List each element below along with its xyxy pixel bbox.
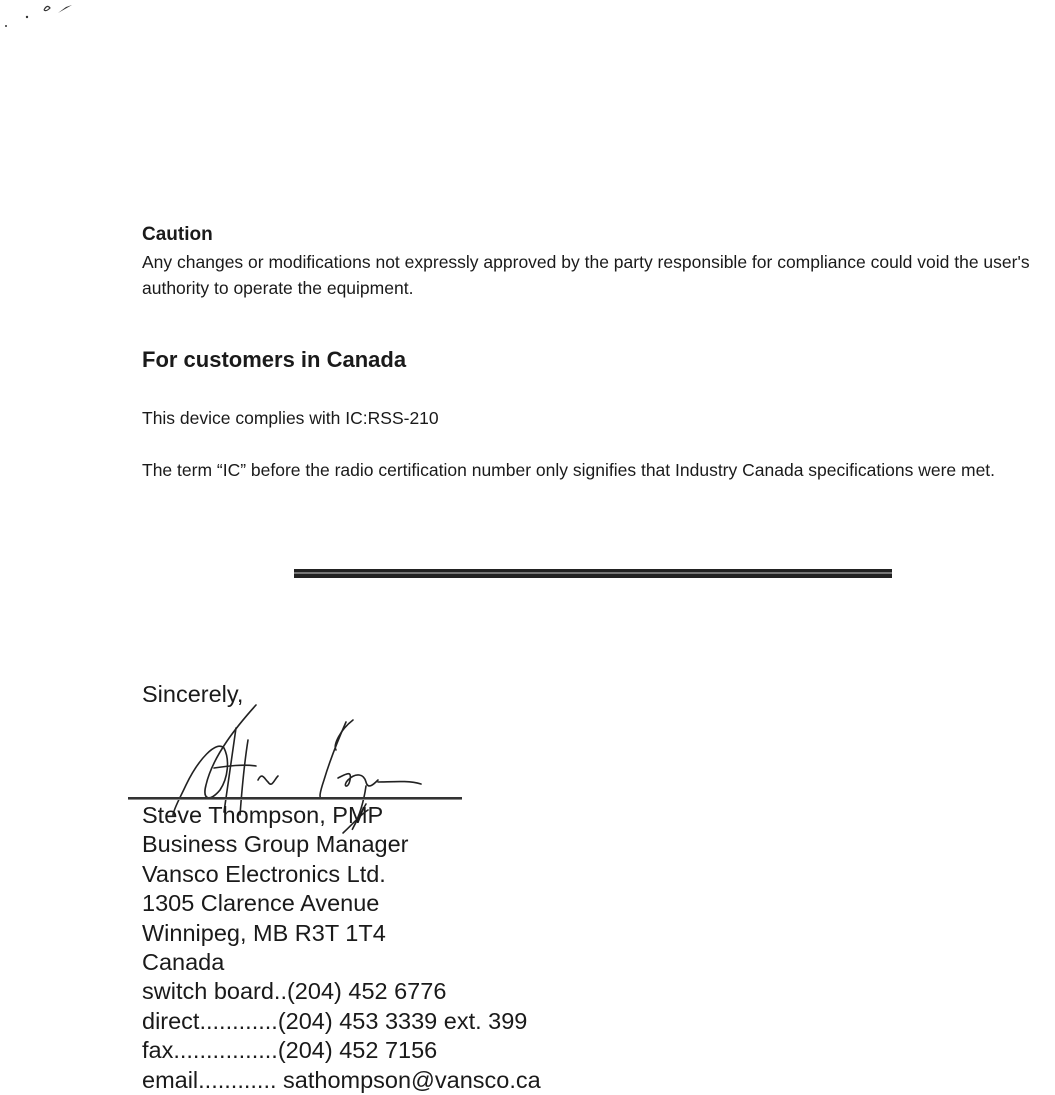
address-country: Canada: [142, 949, 225, 976]
address-line-1: 1305 Clarence Avenue: [142, 890, 380, 917]
canada-heading: For customers in Canada: [142, 347, 407, 372]
signature-line: [128, 797, 462, 800]
ic-term-note: The term “IC” before the radio certification number only signifies that Industry Canada specifications were met.: [142, 460, 996, 480]
caution-heading: Caution: [142, 224, 213, 245]
ic-compliance-statement: This device complies with IC:RSS-210: [142, 408, 439, 428]
signature-block: [142, 801, 541, 1095]
section-divider: [294, 569, 892, 578]
scan-speck-marks: [0, 0, 90, 30]
direct-phone: direct............(204) 453 3339 ext. 399: [142, 1007, 528, 1034]
company-name: Vansco Electronics Ltd.: [142, 860, 386, 887]
fax-number: fax................(204) 452 7156: [142, 1037, 438, 1064]
caution-paragraph: Any changes or modifications not expressly approved by the party responsible for compliance could void the user's authority to operate the equipment.: [142, 252, 1030, 298]
address-line-2: Winnipeg, MB R3T 1T4: [142, 919, 386, 946]
signer-title: Business Group Manager: [142, 831, 409, 858]
closing-salutation: Sincerely,: [142, 681, 244, 707]
email-address: email............ sathompson@vansco.ca: [142, 1066, 541, 1093]
signer-name: Steve Thompson, PMP: [142, 802, 384, 828]
switchboard-phone: switch board..(204) 452 6776: [142, 978, 447, 1005]
